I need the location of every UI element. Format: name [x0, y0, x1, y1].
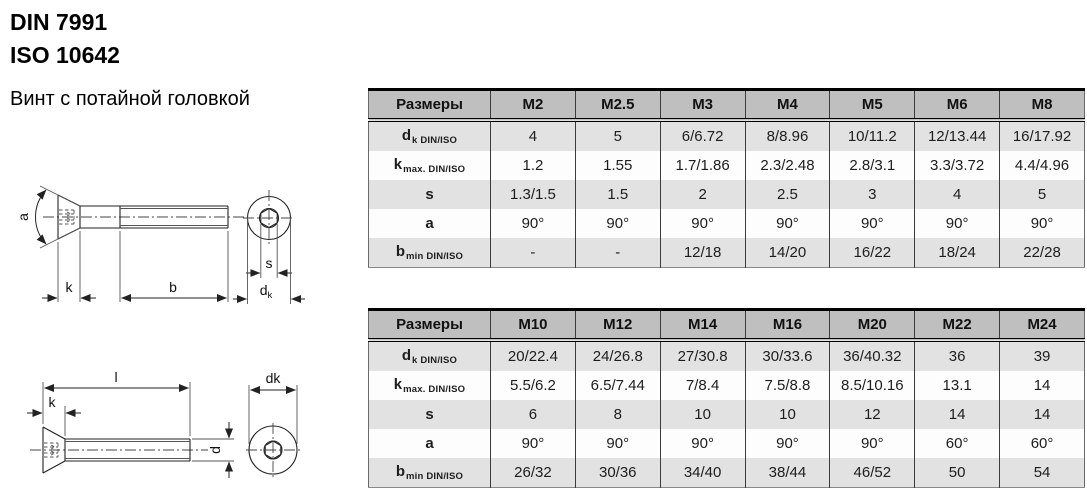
- value-cell: 20/22.4: [491, 340, 576, 371]
- dimensions-table-m2-m8: [368, 88, 1085, 268]
- table-row-d: [369, 120, 1085, 151]
- header-cell-m3: M3: [660, 90, 745, 121]
- value-cell: 13.1: [915, 371, 1000, 400]
- dk-label: dk: [265, 370, 281, 386]
- standard-iso-title: ISO 10642: [10, 41, 120, 68]
- value-cell: 39: [1000, 340, 1085, 371]
- value-cell: 7/8.4: [660, 371, 745, 400]
- header-cell-m4: M4: [745, 90, 830, 121]
- value-cell: 26/32: [491, 458, 576, 488]
- header-cell-sizes: Размеры: [369, 310, 491, 341]
- table-row-a: [369, 429, 1085, 458]
- value-cell: 5.5/6.2: [491, 371, 576, 400]
- row-label-k: $k_{max. DIN/ISO}$: [369, 151, 491, 180]
- value-cell: 90°: [915, 209, 1000, 238]
- header-cell-m10: M10: [491, 310, 576, 341]
- value-cell: 2: [660, 180, 745, 209]
- header-cell-m8: M8: [1000, 90, 1085, 121]
- header-cell-sizes: Размеры: [369, 90, 491, 121]
- value-cell: 6/6.72: [660, 120, 745, 151]
- value-cell: 54: [1000, 458, 1085, 488]
- value-cell: 90°: [575, 429, 660, 458]
- value-cell: 4: [491, 120, 576, 151]
- row-label-a: a: [369, 209, 491, 238]
- value-cell: 90°: [830, 209, 915, 238]
- value-cell: 22/28: [1000, 238, 1085, 268]
- value-cell: 1.3/1.5: [491, 180, 576, 209]
- value-cell: 8/8.96: [745, 120, 830, 151]
- table-row-b: [369, 458, 1085, 488]
- table-row-k: [369, 371, 1085, 400]
- table-row-s: [369, 180, 1085, 209]
- shaft-diameter-dimension: [192, 422, 234, 478]
- value-cell: 10/11.2: [830, 120, 915, 151]
- value-cell: 24/26.8: [575, 340, 660, 371]
- value-cell: 30/33.6: [745, 340, 830, 371]
- value-cell: 5: [575, 120, 660, 151]
- screw-drawing-bottom: [12, 362, 312, 494]
- header-cell-m16: M16: [745, 310, 830, 341]
- value-cell: 10: [745, 400, 830, 429]
- header-cell-m24: M24: [1000, 310, 1085, 341]
- table-header-row: [369, 310, 1085, 341]
- head-height-dimension: [42, 231, 96, 302]
- angle-label: a: [15, 213, 31, 221]
- row-label-a: a: [369, 429, 491, 458]
- value-cell: -: [575, 238, 660, 268]
- value-cell: 60°: [915, 429, 1000, 458]
- value-cell: 14/20: [745, 238, 830, 268]
- table-row-b: [369, 238, 1085, 268]
- value-cell: 90°: [575, 209, 660, 238]
- value-cell: 6.5/7.44: [575, 371, 660, 400]
- value-cell: 90°: [830, 429, 915, 458]
- table-row-a: [369, 209, 1085, 238]
- value-cell: 12/13.44: [915, 120, 1000, 151]
- value-cell: 8.5/10.16: [830, 371, 915, 400]
- k-label: k: [65, 279, 73, 295]
- header-cell-m20: M20: [830, 310, 915, 341]
- value-cell: 2.5: [745, 180, 830, 209]
- header-cell-m12: M12: [575, 310, 660, 341]
- standard-din-title: DIN 7991: [10, 9, 108, 35]
- value-cell: 5: [1000, 180, 1085, 209]
- b-label: b: [169, 279, 177, 295]
- value-cell: 1.5: [575, 180, 660, 209]
- value-cell: 90°: [660, 429, 745, 458]
- value-cell: 12: [830, 400, 915, 429]
- value-cell: 8: [575, 400, 660, 429]
- value-cell: 2.3/2.48: [745, 151, 830, 180]
- value-cell: 36: [915, 340, 1000, 371]
- d-label: d: [207, 446, 223, 454]
- value-cell: 14: [1000, 371, 1085, 400]
- header-cell-m2: M2: [491, 90, 576, 121]
- value-cell: 90°: [745, 429, 830, 458]
- value-cell: 10: [660, 400, 745, 429]
- thread-length-dimension: [120, 231, 228, 302]
- value-cell: 90°: [1000, 209, 1085, 238]
- standards-title-block: [10, 6, 120, 71]
- row-label-s: s: [369, 180, 491, 209]
- dimensions-table-m10-m24: [368, 308, 1085, 488]
- value-cell: 27/30.8: [660, 340, 745, 371]
- value-cell: 3.3/3.72: [915, 151, 1000, 180]
- value-cell: 16/17.92: [1000, 120, 1085, 151]
- head-height-dimension: [27, 394, 81, 436]
- head-end-view: [243, 190, 295, 246]
- value-cell: 46/52: [830, 458, 915, 488]
- value-cell: 90°: [745, 209, 830, 238]
- value-cell: 4: [915, 180, 1000, 209]
- value-cell: 1.7/1.86: [660, 151, 745, 180]
- value-cell: 50: [915, 458, 1000, 488]
- value-cell: 6: [491, 400, 576, 429]
- value-cell: 3: [830, 180, 915, 209]
- value-cell: 18/24: [915, 238, 1000, 268]
- table-row-d: [369, 340, 1085, 371]
- l-label: l: [114, 369, 118, 385]
- k-label: k: [48, 394, 56, 410]
- value-cell: 30/36: [575, 458, 660, 488]
- value-cell: 1.55: [575, 151, 660, 180]
- head-end-view: [246, 423, 300, 477]
- value-cell: 14: [915, 400, 1000, 429]
- value-cell: 4.4/4.96: [1000, 151, 1085, 180]
- header-cell-m6: M6: [915, 90, 1000, 121]
- s-label: s: [265, 255, 273, 271]
- header-cell-m14: M14: [660, 310, 745, 341]
- value-cell: 7.5/8.8: [745, 371, 830, 400]
- value-cell: 34/40: [660, 458, 745, 488]
- table-row-k: [369, 151, 1085, 180]
- value-cell: 12/18: [660, 238, 745, 268]
- value-cell: -: [491, 238, 576, 268]
- table-row-s: [369, 400, 1085, 429]
- row-label-d: $d_{k DIN/ISO}$: [369, 340, 491, 371]
- value-cell: 1.2: [491, 151, 576, 180]
- row-label-b: $b_{min DIN/ISO}$: [369, 238, 491, 268]
- value-cell: 38/44: [745, 458, 830, 488]
- row-label-s: s: [369, 400, 491, 429]
- product-name: Винт с потайной головкой: [10, 88, 250, 110]
- value-cell: 90°: [660, 209, 745, 238]
- value-cell: 60°: [1000, 429, 1085, 458]
- value-cell: 2.8/3.1: [830, 151, 915, 180]
- header-cell-m5: M5: [830, 90, 915, 121]
- row-label-b: $b_{min DIN/ISO}$: [369, 458, 491, 488]
- value-cell: 90°: [491, 429, 576, 458]
- header-cell-m22: M22: [915, 310, 1000, 341]
- header-cell-m2.5: M2.5: [575, 90, 660, 121]
- row-label-k: $k_{max. DIN/ISO}$: [369, 371, 491, 400]
- table-header-row: [369, 90, 1085, 121]
- dk-label: $d_k$: [259, 282, 273, 301]
- row-label-d: $d_{k DIN/ISO}$: [369, 120, 491, 151]
- screw-drawing-top: [15, 158, 315, 310]
- value-cell: 16/22: [830, 238, 915, 268]
- value-cell: 14: [1000, 400, 1085, 429]
- value-cell: 36/40.32: [830, 340, 915, 371]
- value-cell: 90°: [491, 209, 576, 238]
